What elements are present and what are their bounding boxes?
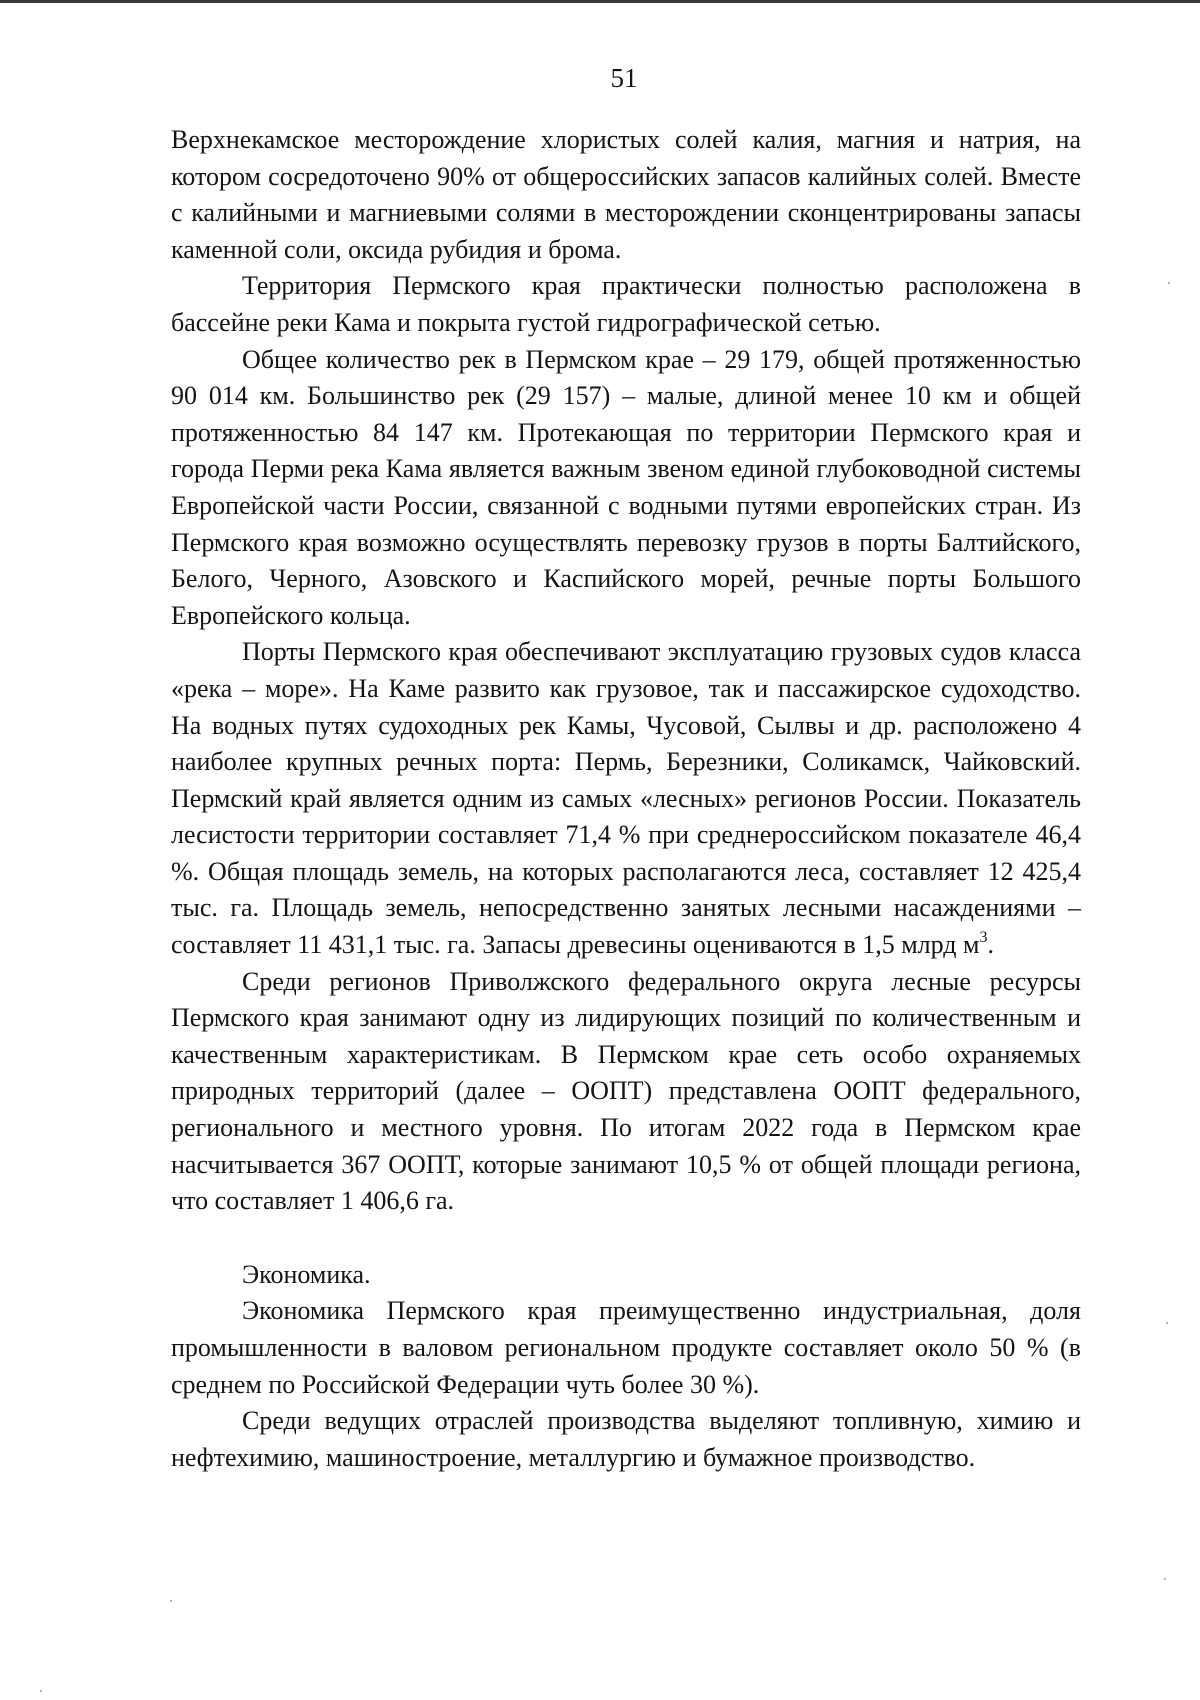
- paragraph-ports-forests-text: Порты Пермского края обеспечивают эксплуатацию грузовых судов класса «река – море». На Каме развито как грузовое, так и пассажирское судоходство. На водных путях судоходных рек Камы, Чусовой, Сылвы и др. расположено 4 наиболее крупных речных порта: Пермь, Березники, Соликамск, Чайковский. Пермский край является одним из самых «лесных» регионов России. Показатель лесистости территории составляет 71,4 % при среднероссийском показателе 46,4 %. Общая площадь земель, на которых располагаются леса, составляет 12 425,4 тыс. га. Площадь земель, непосредственно занятых лесными насаждениями – составляет 11 431,1 тыс. га. Запасы древесины оцениваются в 1,5 млрд м: [171, 637, 1081, 960]
- paragraph-ports-forests: [171, 634, 1081, 963]
- scan-speck: [1166, 1322, 1168, 1324]
- scan-speck: [1164, 1578, 1166, 1580]
- scan-speck: [40, 1690, 42, 1692]
- paragraph-potash-deposit: Верхнекамское месторождение хлористых солей калия, магния и натрия, на котором сосредоточено 90% от общероссийских запасов калийных солей. Вместе с калийными и магниевыми солями в месторождении сконцентрированы запасы каменной соли, оксида рубидия и брома.: [171, 125, 1081, 264]
- paragraph-rivers: Общее количество рек в Пермском крае – 29 179, общей протяженностью 90 014 км. Большинство рек (29 157) – малые, длиной менее 10 км и общей протяженностью 84 147 км. Протекающая по территории Пермского края и города Перми река Кама является важным звеном единой глубоководной системы Европейской части России, связанной с водными путями европейских стран. Из Пермского края возможно осуществлять перевозку грузов в порты Балтийского, Белого, Черного, Азовского и Каспийского морей, речные порты Большого Европейского кольца.: [171, 344, 1081, 630]
- paragraph-ports-forests-end: .: [987, 930, 994, 960]
- scan-speck: [170, 1600, 172, 1602]
- page-number: 51: [610, 63, 638, 93]
- cubic-superscript: 3: [979, 929, 988, 947]
- paragraph-kama-basin: Территория Пермского края практически полностью расположена в бассейне реки Кама и покрыта густой гидрографической сетью.: [171, 271, 1081, 337]
- scan-top-edge: [0, 0, 1200, 3]
- body-text: [171, 122, 1081, 1476]
- paragraph-protected-areas: Среди регионов Приволжского федерального округа лесные ресурсы Пермского края занимают одну из лидирующих позиций по количественным и качественным характеристикам. В Пермском крае сеть особо охраняемых природных территорий (далее – ООПТ) представлена ООПТ федерального, регионального и местного уровня. По итогам 2022 года в Пермском крае насчитывается 367 ООПТ, которые занимают 10,5 % от общей площади региона, что составляет 1 406,6 га.: [171, 966, 1081, 1216]
- paragraph-economy-sectors: Среди ведущих отраслей производства выделяют топливную, химию и нефтехимию, машиностроение, металлургию и бумажное производство.: [171, 1406, 1081, 1472]
- section-heading-economy: Экономика.: [242, 1259, 371, 1289]
- scan-speck: [1168, 282, 1170, 284]
- paragraph-economy-industrial: Экономика Пермского края преимущественно индустриальная, доля промышленности в валовом региональном продукте составляет около 50 % (в среднем по Российской Федерации чуть более 30 %).: [171, 1296, 1081, 1399]
